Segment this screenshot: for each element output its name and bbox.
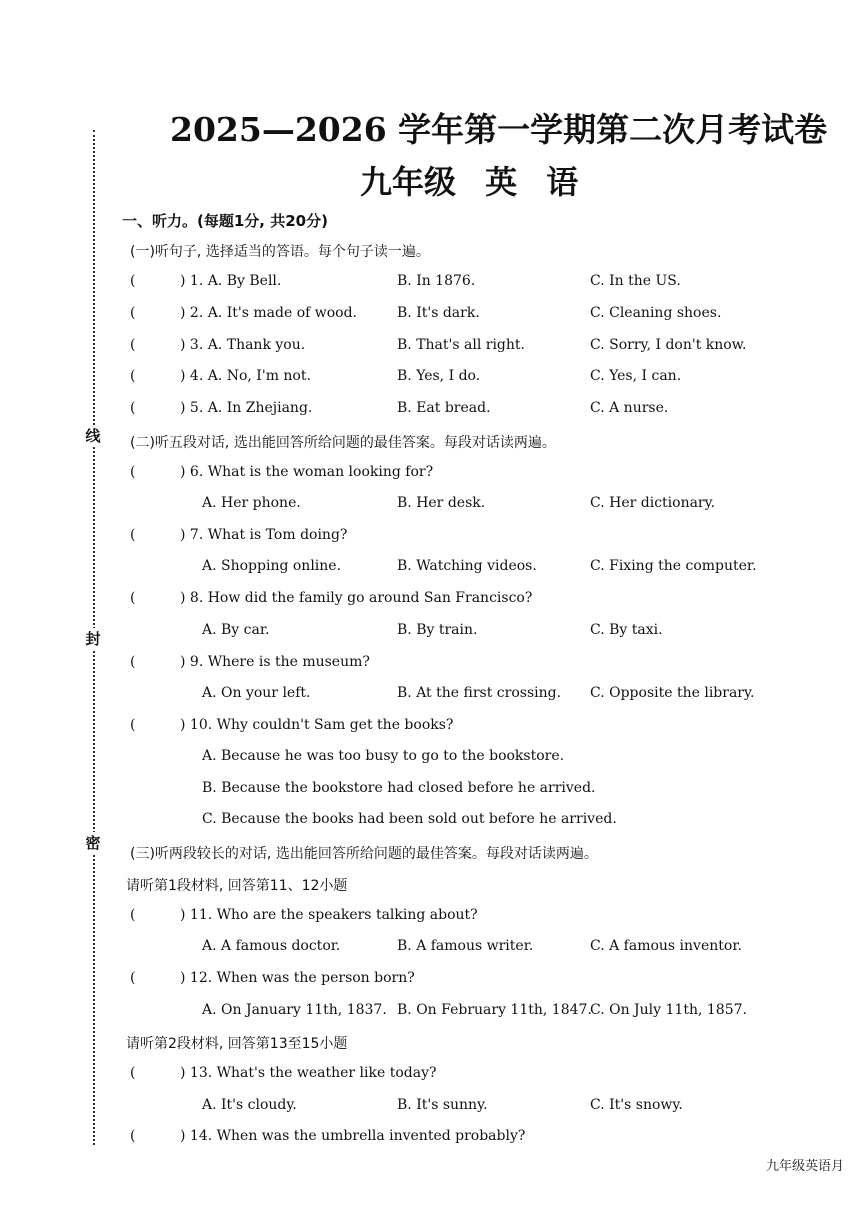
section-listening-title: 一、听力。(每题1分, 共20分) bbox=[122, 212, 328, 230]
answer-blank[interactable]: ( bbox=[130, 337, 136, 353]
margin-label-line: 线 bbox=[80, 425, 106, 446]
question-stem: ) 1. A. By Bell. bbox=[180, 273, 282, 289]
option-b: B. In 1876. bbox=[397, 273, 476, 289]
exam-subtitle: 九年级 英 语 bbox=[360, 163, 579, 201]
answer-blank[interactable]: ( bbox=[130, 527, 136, 543]
question-stem: ) 9. Where is the museum? bbox=[180, 654, 370, 670]
question-stem: ) 3. A. Thank you. bbox=[180, 337, 306, 353]
option-a: A. By car. bbox=[202, 622, 270, 638]
option-c: C. In the US. bbox=[590, 273, 681, 289]
question-stem: ) 11. Who are the speakers talking about? bbox=[180, 907, 478, 923]
option-c: C. Sorry, I don't know. bbox=[590, 337, 747, 353]
option-c: C. Her dictionary. bbox=[590, 495, 716, 511]
material-2-label: 请听第2段材料, 回答第13至15小题 bbox=[126, 1036, 348, 1052]
option-a: A. Shopping online. bbox=[202, 558, 342, 574]
option-a: A. A famous doctor. bbox=[202, 938, 341, 954]
answer-blank[interactable]: ( bbox=[130, 907, 136, 923]
option-b: B. Her desk. bbox=[397, 495, 486, 511]
margin-label-seal: 封 bbox=[80, 628, 106, 649]
option-b: B. Watching videos. bbox=[397, 558, 537, 574]
option-c: C. Yes, I can. bbox=[590, 368, 682, 384]
option-b: B. It's dark. bbox=[397, 305, 480, 321]
question-stem: ) 2. A. It's made of wood. bbox=[180, 305, 358, 321]
question-stem: ) 14. When was the umbrella invented probably? bbox=[180, 1128, 526, 1144]
part1-title: (一)听句子, 选择适当的答语。每个句子读一遍。 bbox=[130, 244, 430, 260]
answer-blank[interactable]: ( bbox=[130, 970, 136, 986]
question-stem: ) 10. Why couldn't Sam get the books? bbox=[180, 717, 454, 733]
answer-blank[interactable]: ( bbox=[130, 400, 136, 416]
option-c: C. Cleaning shoes. bbox=[590, 305, 722, 321]
option-b: B. By train. bbox=[397, 622, 478, 638]
option-a: A. On January 11th, 1837. bbox=[202, 1002, 387, 1018]
question-stem: ) 8. How did the family go around San Francisco? bbox=[180, 590, 533, 606]
material-1-label: 请听第1段材料, 回答第11、12小题 bbox=[126, 878, 348, 894]
option-b: B. On February 11th, 1847. bbox=[397, 1002, 592, 1018]
answer-blank[interactable]: ( bbox=[130, 273, 136, 289]
part2-title: (二)听五段对话, 选出能回答所给问题的最佳答案。每段对话读两遍。 bbox=[130, 435, 556, 451]
option-b: B. A famous writer. bbox=[397, 938, 534, 954]
answer-blank[interactable]: ( bbox=[130, 305, 136, 321]
page-footer: 九年级英语月 bbox=[766, 1159, 845, 1174]
answer-blank[interactable]: ( bbox=[130, 464, 136, 480]
option-c: C. On July 11th, 1857. bbox=[590, 1002, 747, 1018]
option-c: C. By taxi. bbox=[590, 622, 663, 638]
question-stem: ) 5. A. In Zhejiang. bbox=[180, 400, 313, 416]
question-stem: ) 6. What is the woman looking for? bbox=[180, 464, 434, 480]
option-c: C. It's snowy. bbox=[590, 1097, 683, 1113]
answer-blank[interactable]: ( bbox=[130, 654, 136, 670]
margin-label-secret: 密 bbox=[80, 832, 106, 853]
option-b: B. Yes, I do. bbox=[397, 368, 481, 384]
option-c: C. A famous inventor. bbox=[590, 938, 742, 954]
option-b: B. At the first crossing. bbox=[397, 685, 562, 701]
option-b: B. It's sunny. bbox=[397, 1097, 488, 1113]
question-stem: ) 13. What's the weather like today? bbox=[180, 1065, 437, 1081]
question-stem: ) 7. What is Tom doing? bbox=[180, 527, 348, 543]
option-b: B. Eat bread. bbox=[397, 400, 491, 416]
option-a: A. On your left. bbox=[202, 685, 311, 701]
option-a: A. It's cloudy. bbox=[202, 1097, 297, 1113]
option-c: C. Because the books had been sold out before he arrived. bbox=[202, 811, 617, 827]
answer-blank[interactable]: ( bbox=[130, 368, 136, 384]
answer-blank[interactable]: ( bbox=[130, 1065, 136, 1081]
option-c: C. Opposite the library. bbox=[590, 685, 755, 701]
answer-blank[interactable]: ( bbox=[130, 1128, 136, 1144]
option-b: B. Because the bookstore had closed before he arrived. bbox=[202, 780, 596, 796]
answer-blank[interactable]: ( bbox=[130, 717, 136, 733]
option-c: C. A nurse. bbox=[590, 400, 669, 416]
question-stem: ) 12. When was the person born? bbox=[180, 970, 415, 986]
option-a: A. Her phone. bbox=[202, 495, 301, 511]
exam-title: 2025—2026 学年第一学期第二次月考试卷 bbox=[170, 110, 828, 149]
option-c: C. Fixing the computer. bbox=[590, 558, 757, 574]
question-stem: ) 4. A. No, I'm not. bbox=[180, 368, 311, 384]
option-a: A. Because he was too busy to go to the bookstore. bbox=[202, 748, 565, 764]
option-b: B. That's all right. bbox=[397, 337, 525, 353]
answer-blank[interactable]: ( bbox=[130, 590, 136, 606]
part3-title: (三)听两段较长的对话, 选出能回答所给问题的最佳答案。每段对话读两遍。 bbox=[130, 846, 598, 862]
